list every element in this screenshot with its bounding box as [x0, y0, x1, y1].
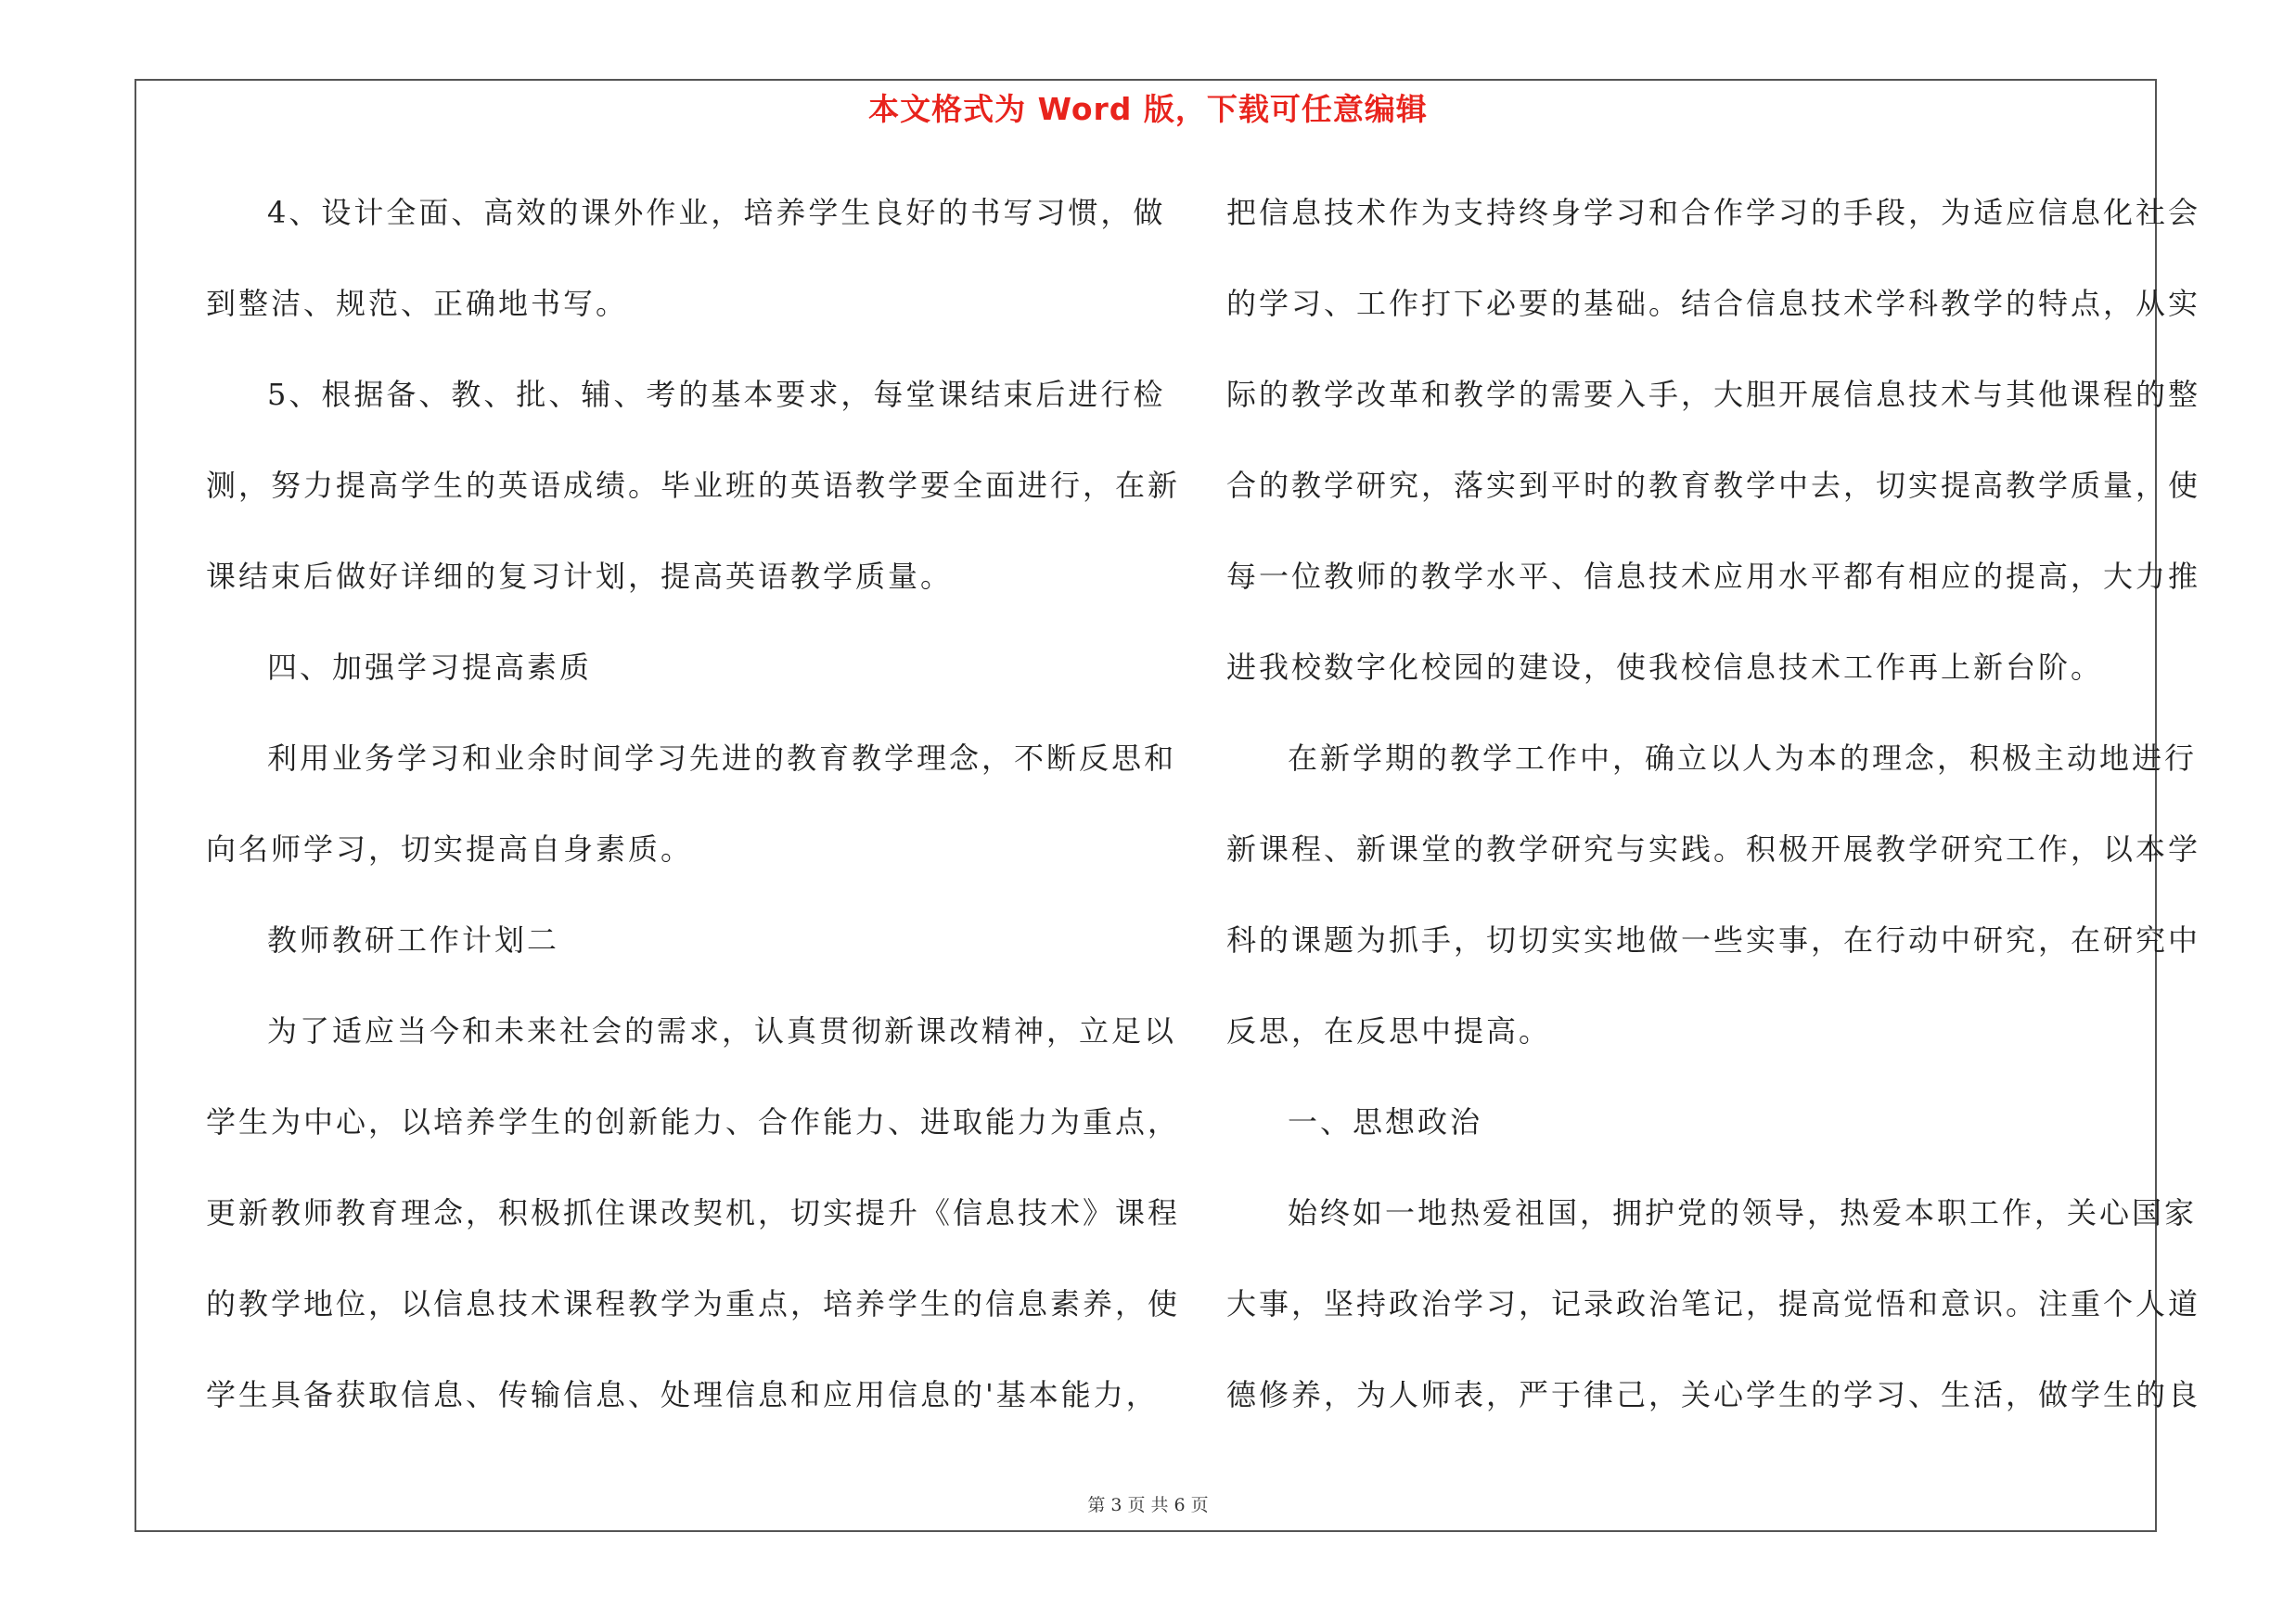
text-line: 把信息技术作为支持终身学习和合作学习的手段，为适应信息化社会	[1226, 195, 2201, 230]
text-line: 教师教研工作计划二	[267, 922, 560, 958]
text-line: 科的课题为抓手，切切实实地做一些实事，在行动中研究，在研究中	[1226, 922, 2201, 958]
text-line: 学生具备获取信息、传输信息、处理信息和应用信息的'基本能力，	[206, 1377, 1159, 1412]
left-text-column	[206, 183, 1181, 1456]
text-line: 一、思想政治	[1288, 1104, 1483, 1140]
document-header-title: 本文格式为 Word 版，下载可任意编辑	[868, 91, 1428, 127]
text-line: 4、设计全面、高效的课外作业，培养学生良好的书写习惯，做	[267, 195, 1166, 230]
text-line: 合的教学研究，落实到平时的教育教学中去，切实提高教学质量，使	[1226, 468, 2201, 503]
text-line: 的学习、工作打下必要的基础。结合信息技术学科教学的特点，从实	[1226, 286, 2201, 321]
text-line: 5、根据备、教、批、辅、考的基本要求，每堂课结束后进行检	[267, 377, 1166, 412]
text-line: 在新学期的教学工作中，确立以人为本的理念，积极主动地进行	[1288, 741, 2198, 776]
text-line: 际的教学改革和教学的需要入手，大胆开展信息技术与其他课程的整	[1226, 377, 2201, 412]
text-line: 利用业务学习和业余时间学习先进的教育教学理念，不断反思和	[267, 741, 1177, 776]
text-line: 学生为中心，以培养学生的创新能力、合作能力、进取能力为重点，	[206, 1104, 1181, 1140]
text-line: 大事，坚持政治学习，记录政治笔记，提高觉悟和意识。注重个人道	[1226, 1286, 2201, 1321]
text-line: 德修养，为人师表，严于律己，关心学生的学习、生活，做学生的良	[1226, 1377, 2201, 1412]
text-line: 进我校数字化校园的建设，使我校信息技术工作再上新台阶。	[1226, 650, 2104, 685]
right-text-column	[1226, 183, 2201, 1456]
text-line: 向名师学习，切实提高自身素质。	[206, 831, 694, 867]
text-line: 到整洁、规范、正确地书写。	[206, 286, 629, 321]
text-line: 反思，在反思中提高。	[1226, 1013, 1552, 1049]
text-line: 四、加强学习提高素质	[267, 650, 593, 685]
text-line: 测，努力提高学生的英语成绩。毕业班的英语教学要全面进行，在新	[206, 468, 1181, 503]
text-line: 新课程、新课堂的教学研究与实践。积极开展教学研究工作，以本学	[1226, 831, 2201, 867]
text-line: 为了适应当今和未来社会的需求，认真贯彻新课改精神，立足以	[267, 1013, 1177, 1049]
text-line: 更新教师教育理念，积极抓住课改契机，切实提升《信息技术》课程	[206, 1195, 1181, 1230]
text-line: 每一位教师的教学水平、信息技术应用水平都有相应的提高，大力推	[1226, 559, 2201, 594]
text-line: 课结束后做好详细的复习计划，提高英语教学质量。	[206, 559, 954, 594]
text-line: 的教学地位，以信息技术课程教学为重点，培养学生的信息素养，使	[206, 1286, 1181, 1321]
text-line: 始终如一地热爱祖国，拥护党的领导，热爱本职工作，关心国家	[1288, 1195, 2198, 1230]
page-number-footer: 第 3 页 共 6 页	[1087, 1495, 1209, 1515]
